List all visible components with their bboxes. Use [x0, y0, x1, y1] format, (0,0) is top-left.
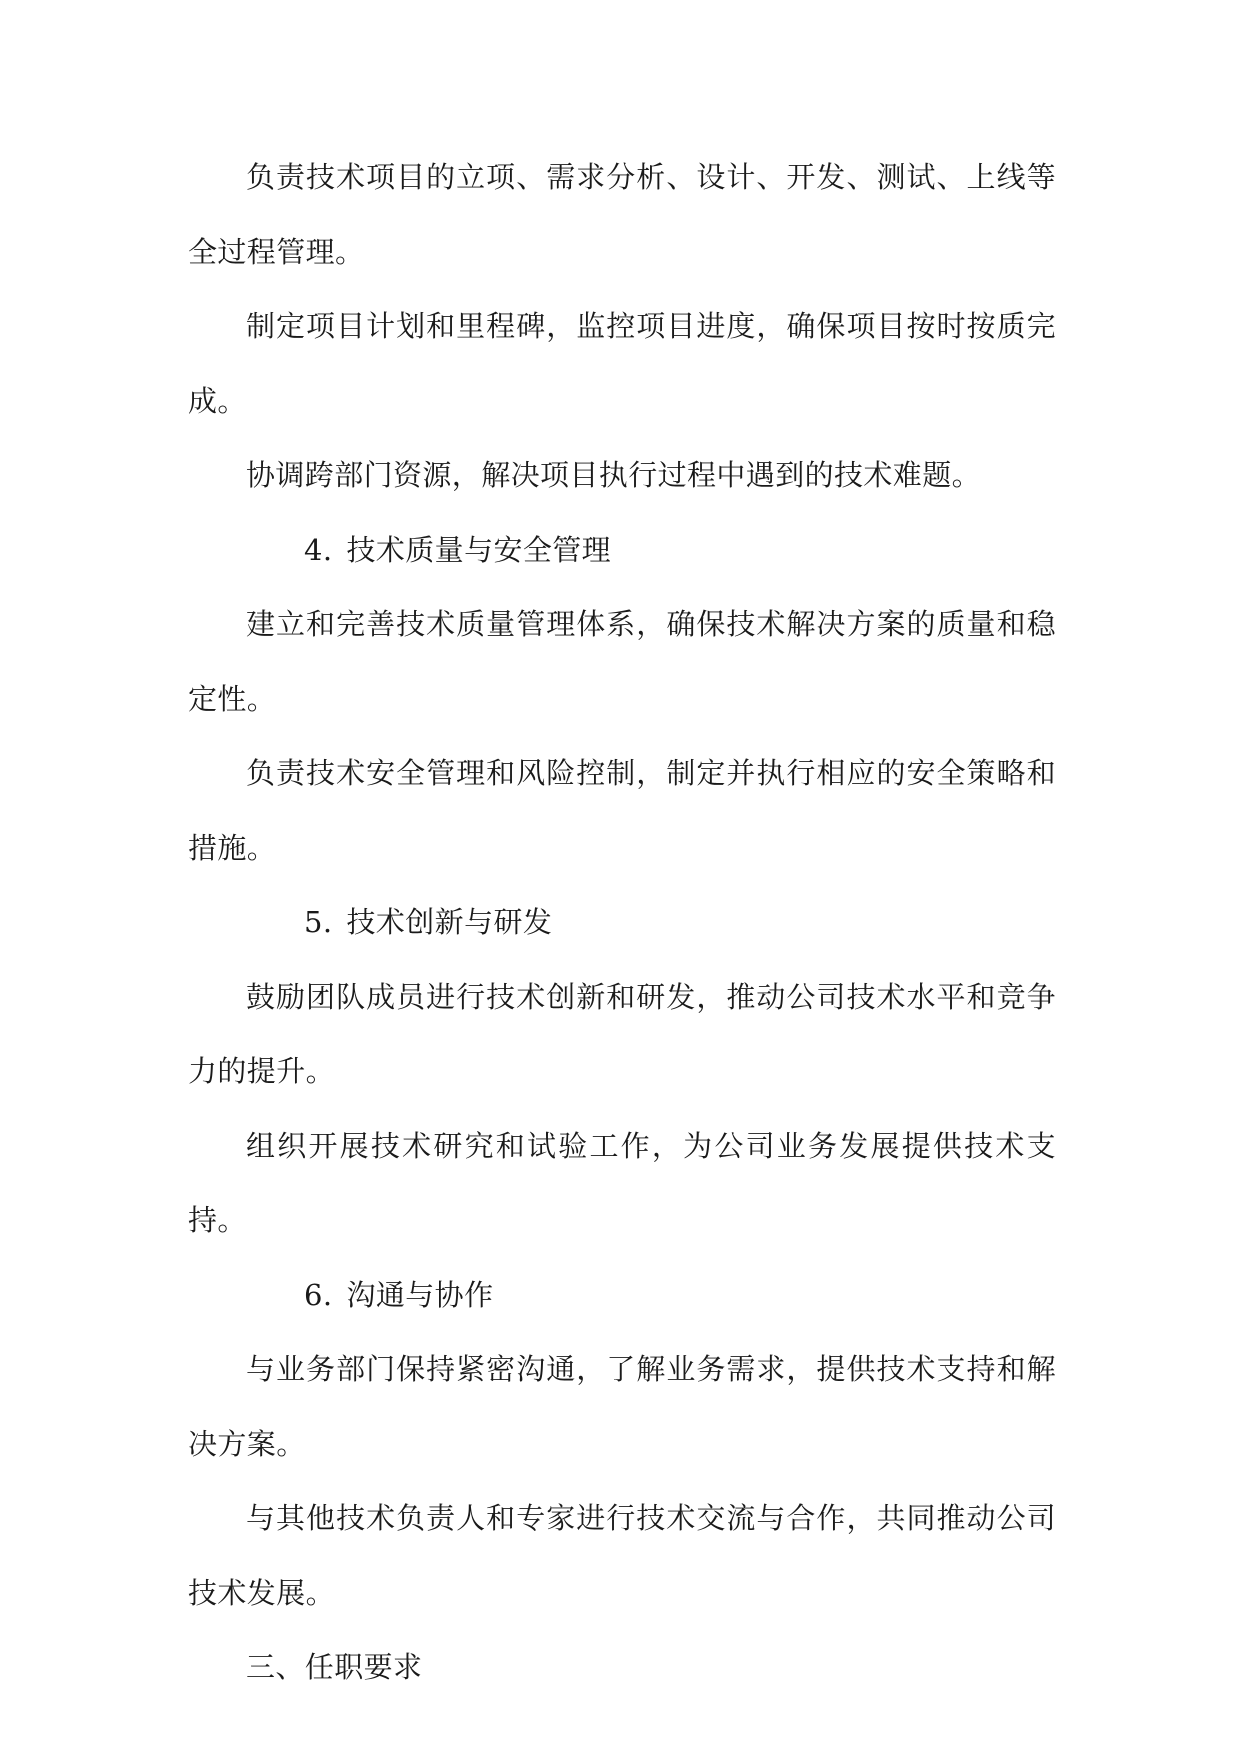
- chapter-heading-requirements: [188, 1630, 1056, 1705]
- paragraph-research-experiments: 组织开展技术研究和试验工作，为公司业务发展提供技术支持。: [188, 1128, 1056, 1237]
- chapter-title: 三、任职要求: [246, 1650, 423, 1684]
- section-number: 6.: [304, 1277, 333, 1312]
- section-title: 技术质量与安全管理: [346, 532, 612, 567]
- section-heading-quality-security: [188, 513, 1056, 588]
- paragraph-quality-system: 建立和完善技术质量管理体系，确保技术解决方案的质量和稳定性。: [188, 607, 1056, 716]
- paragraph-expert-exchange: 与其他技术负责人和专家进行技术交流与合作，共同推动公司技术发展。: [188, 1501, 1056, 1610]
- paragraph-security-risk: 负责技术安全管理和风险控制，制定并执行相应的安全策略和措施。: [188, 756, 1056, 865]
- section-title: 沟通与协作: [346, 1277, 494, 1312]
- paragraph-project-lifecycle: 负责技术项目的立项、需求分析、设计、开发、测试、上线等全过程管理。: [188, 160, 1056, 269]
- section-heading-innovation: [188, 885, 1056, 960]
- paragraph-business-communication: 与业务部门保持紧密沟通，了解业务需求，提供技术支持和解决方案。: [188, 1352, 1056, 1461]
- paragraph-project-plan: 制定项目计划和里程碑，监控项目进度，确保项目按时按质完成。: [188, 309, 1056, 418]
- section-number: 5.: [304, 905, 333, 939]
- section-heading-communication: [188, 1258, 1056, 1333]
- section-title: 技术创新与研发: [346, 905, 553, 939]
- section-number: 4.: [304, 532, 333, 567]
- paragraph-encourage-innovation: 鼓励团队成员进行技术创新和研发，推动公司技术水平和竞争力的提升。: [188, 979, 1056, 1088]
- paragraph-cross-department: 协调跨部门资源，解决项目执行过程中遇到的技术难题。: [246, 458, 982, 492]
- document-body: [188, 140, 1056, 1705]
